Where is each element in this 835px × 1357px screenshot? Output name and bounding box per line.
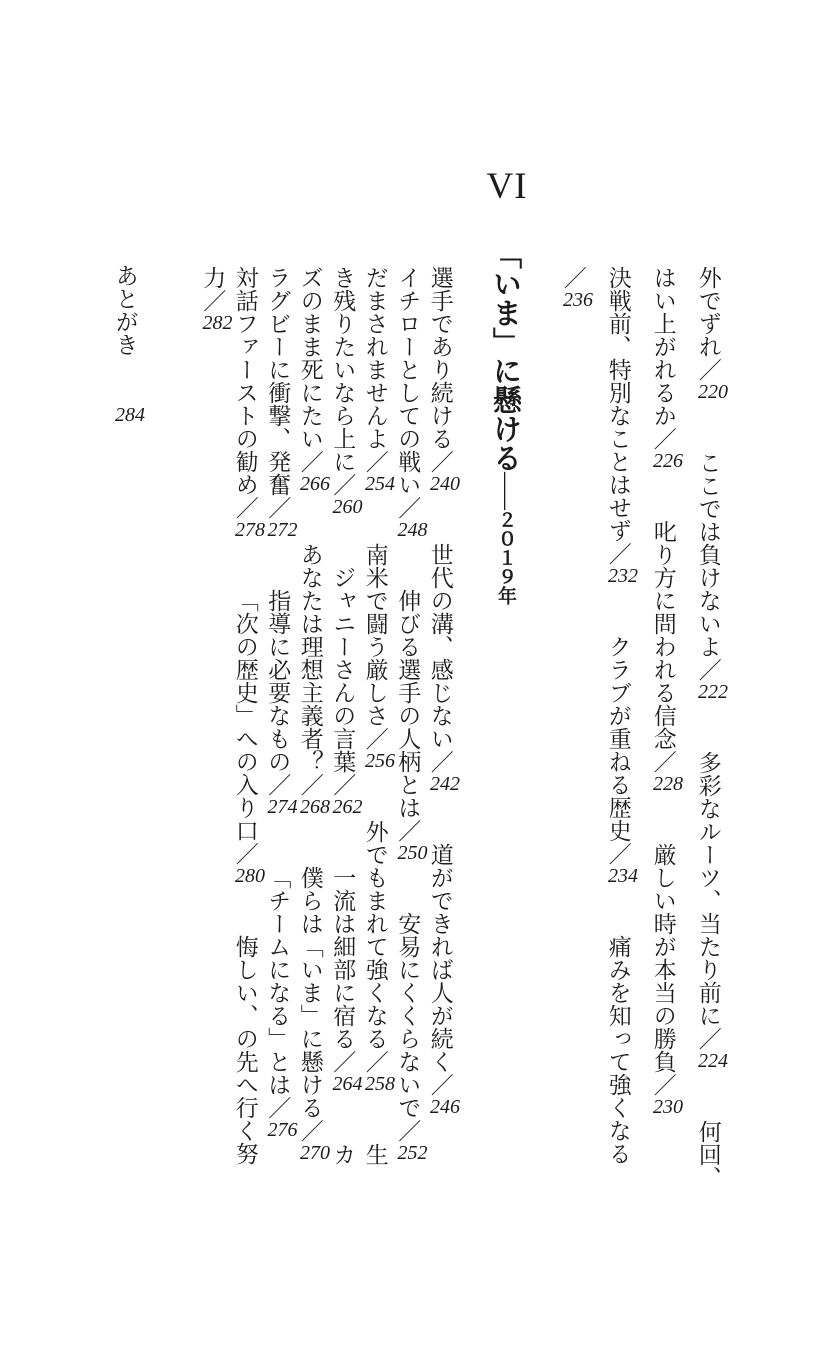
toc-entry: 指導に必要なもの／274 [265, 589, 298, 818]
heading-year-text: ２０１９年 [495, 510, 516, 605]
page-number: 232 [608, 565, 638, 587]
toc-entry [113, 404, 145, 426]
toc-entry: 厳しい時が本当の勝負／230 [650, 843, 683, 1118]
toc-entry: 「次の歴史」への入り口／280 [232, 589, 265, 887]
slash-separator: ／ [362, 727, 388, 750]
page-number: 258 [365, 1073, 395, 1095]
slash-separator: ／ [395, 496, 421, 519]
page-number: 230 [653, 1096, 683, 1118]
page-number: 274 [267, 796, 298, 818]
toc-entry: 対話ファーストの勧め／278 [232, 266, 265, 541]
page-number: 250 [397, 842, 428, 864]
slash-separator: ／ [330, 473, 356, 496]
toc-column [112, 264, 145, 426]
page-number: 220 [698, 381, 728, 403]
toc-entry: 道ができれば人が続く／246 [427, 843, 460, 1118]
slash-separator: ／ [265, 1096, 291, 1119]
page-number: 226 [653, 450, 683, 472]
slash-separator: ／ [362, 1050, 388, 1073]
page-number: 270 [300, 1142, 330, 1164]
slash-separator: ／ [297, 773, 323, 796]
slash-separator: ／ [650, 1073, 676, 1096]
toc-column [363, 266, 396, 1166]
page-number: 272 [267, 519, 298, 541]
slash-separator: ／ [362, 450, 388, 473]
page-number: 228 [653, 773, 683, 795]
slash-separator: ／ [695, 1027, 721, 1050]
toc-entry: イチローとしての戦い／248 [395, 266, 428, 541]
page-number: 242 [430, 773, 460, 795]
page-number: 234 [608, 865, 638, 887]
toc-afterword [112, 264, 145, 426]
page-number: 264 [332, 1073, 363, 1095]
toc-column [233, 266, 266, 1166]
slash-separator: ／ [427, 1073, 453, 1096]
toc-continued-entries [557, 266, 728, 1189]
toc-entry: 僕らは「いま」に懸ける／270 [297, 866, 330, 1164]
toc-entry [560, 266, 593, 311]
toc-entry: 「チームになる」とは／276 [265, 866, 298, 1141]
page-number: 248 [397, 519, 428, 541]
toc-entry: 多彩なルーツ、当たり前に／224 [695, 751, 728, 1072]
page-number: 236 [563, 289, 593, 311]
toc-entry: 南米で闘う厳しさ／256 [362, 543, 395, 772]
slash-separator: ／ [605, 542, 631, 565]
toc-entry: 一流は細部に宿る／264 [330, 866, 363, 1095]
slash-separator: ／ [395, 819, 421, 842]
slash-separator: ／ [560, 266, 586, 289]
page-number: 276 [267, 1119, 298, 1141]
toc-entry: 生 [362, 1143, 388, 1166]
toc-entry: 悔しい、の先へ行く努 [232, 935, 258, 1165]
page-number: 240 [430, 473, 460, 495]
toc-entry: ここでは負けないよ／222 [695, 451, 728, 703]
page-number: 284 [115, 404, 145, 426]
slash-separator: ／ [695, 658, 721, 681]
page-number: 224 [698, 1050, 728, 1072]
slash-separator: ／ [650, 750, 676, 773]
page-number: 268 [300, 796, 330, 818]
page-number: 282 [202, 312, 233, 334]
toc-entry: ジャニーさんの言葉／262 [330, 566, 363, 818]
toc-column [200, 266, 233, 1166]
toc-entry: あとがき [112, 264, 138, 356]
toc-column [557, 266, 593, 1189]
page-number: 254 [365, 473, 395, 495]
slash-separator: ／ [330, 1050, 356, 1073]
slash-separator: ／ [265, 773, 291, 796]
toc-entry: き残りたいなら上に／260 [330, 266, 363, 518]
slash-separator: ／ [427, 750, 453, 773]
toc-column [395, 266, 428, 1166]
toc-entry: はい上がれるか／226 [650, 266, 683, 472]
toc-entry: あなたは理想主義者？／268 [297, 543, 330, 818]
toc-entry: 何回、 [695, 1120, 721, 1189]
page-number: 266 [300, 473, 330, 495]
section-year [495, 472, 516, 605]
toc-entry: カ [330, 1143, 356, 1166]
page-number: 256 [365, 750, 395, 772]
toc-column [683, 266, 728, 1189]
toc-section-entries [200, 266, 460, 1166]
toc-entry: だまされませんよ／254 [362, 266, 395, 495]
page-number: 260 [332, 496, 363, 518]
slash-separator: ／ [297, 1119, 323, 1142]
slash-separator: ／ [650, 427, 676, 450]
toc-entry: ラグビーに衝撃、発奮／272 [265, 266, 298, 541]
toc-column [593, 266, 638, 1189]
toc-entry: 世代の溝、感じない／242 [427, 543, 460, 795]
page-number: 278 [235, 519, 265, 541]
page-number: 222 [698, 681, 728, 703]
toc-column [428, 266, 461, 1166]
slash-separator: ／ [427, 450, 453, 473]
page-number: 262 [332, 796, 363, 818]
slash-separator: ／ [200, 289, 226, 312]
slash-separator: ／ [695, 358, 721, 381]
section-title: 「いま」に懸ける [489, 240, 521, 472]
toc-entry: 外でずれ／220 [695, 266, 728, 403]
toc-entry: 選手であり続ける／240 [427, 266, 460, 495]
slash-separator: ／ [297, 450, 323, 473]
toc-entry: 安易にくくらないで／252 [395, 912, 428, 1164]
slash-separator: ／ [265, 496, 291, 519]
section-heading [486, 240, 524, 800]
section-number: VI [486, 166, 528, 207]
toc-entry: 痛みを知って強くなる [605, 935, 631, 1165]
toc-entry: 力／282 [200, 266, 233, 334]
heading-dash: —— [495, 472, 516, 510]
page-number: 246 [430, 1096, 460, 1118]
slash-separator: ／ [330, 773, 356, 796]
page-number: 252 [397, 1142, 428, 1164]
slash-separator: ／ [232, 496, 258, 519]
toc-entry: 外でもまれて強くなる／258 [362, 820, 395, 1095]
toc-entry: 決戦前、特別なことはせず／232 [605, 266, 638, 587]
toc-entry: クラブが重ねる歴史／234 [605, 635, 638, 887]
toc-column [638, 266, 683, 1189]
toc-entry: 伸びる選手の人柄とは／250 [395, 589, 428, 864]
slash-separator: ／ [605, 842, 631, 865]
toc-column [330, 266, 363, 1166]
toc-entry: 叱り方に問われる信念／228 [650, 520, 683, 795]
slash-separator: ／ [232, 842, 258, 865]
toc-column [298, 266, 331, 1166]
page-number: 280 [235, 865, 265, 887]
toc-column [265, 266, 298, 1166]
toc-entry: ズのまま死にたい／266 [297, 266, 330, 495]
slash-separator: ／ [395, 1119, 421, 1142]
